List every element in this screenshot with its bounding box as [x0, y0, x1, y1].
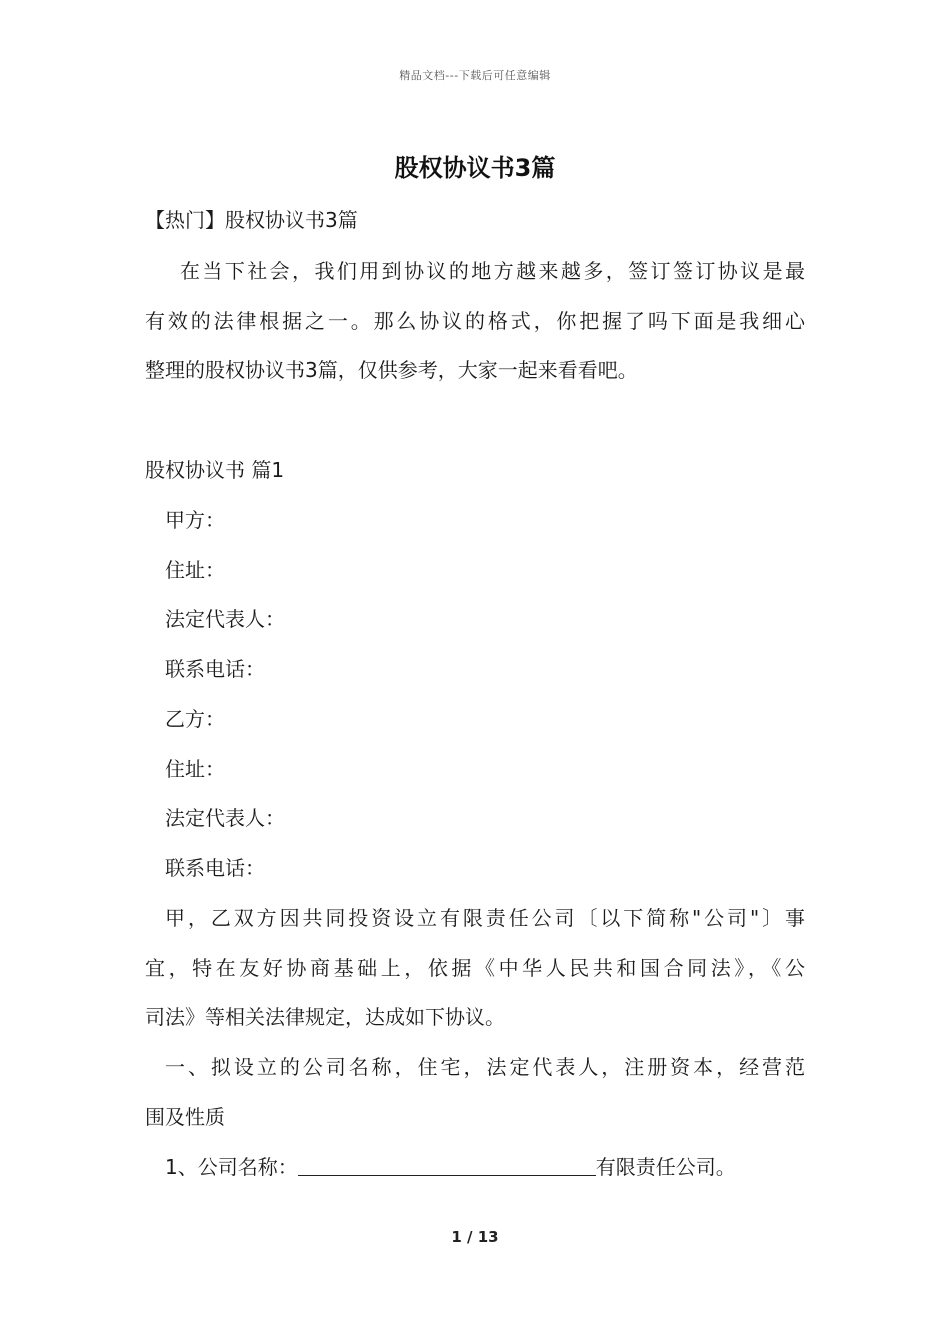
field-party-b: 乙方：	[165, 707, 225, 731]
field-address-a: 住址：	[165, 558, 225, 582]
item-company-name	[165, 1153, 736, 1181]
field-phone-a: 联系电话：	[165, 657, 265, 681]
clause-line-1: 一、拟设立的公司名称，住宅，法定代表人，注册资本，经营范	[165, 1055, 805, 1079]
intro-line-1: 在当下社会，我们用到协议的地方越来越多，签订签订协议是最	[180, 259, 805, 283]
header-note: 精品文档---下载后可任意编辑	[399, 69, 551, 82]
body-line-2: 宜，特在友好协商基础上，依据《中华人民共和国合同法》，《公	[145, 956, 805, 980]
field-legal-rep-b: 法定代表人：	[165, 806, 285, 830]
body-line-3: 司法》等相关法律规定，达成如下协议。	[145, 1005, 505, 1029]
field-address-b: 住址：	[165, 757, 225, 781]
field-phone-b: 联系电话：	[165, 856, 265, 880]
document-title: 股权协议书3篇	[394, 154, 556, 182]
item-company-name-label: 1、公司名称：	[165, 1155, 298, 1179]
field-legal-rep-a: 法定代表人：	[165, 607, 285, 631]
page-number: 1 / 13	[451, 1228, 499, 1246]
company-name-blank[interactable]	[298, 1155, 596, 1176]
document-subtitle: 【热门】股权协议书3篇	[145, 208, 358, 232]
field-party-a: 甲方：	[165, 508, 225, 532]
intro-line-2: 有效的法律根据之一。那么协议的格式，你把握了吗下面是我细心	[145, 309, 805, 333]
item-company-name-suffix: 有限责任公司。	[595, 1155, 736, 1179]
body-line-1: 甲，乙双方因共同投资设立有限责任公司〔以下简称"公司"〕事	[165, 906, 805, 930]
clause-line-2: 围及性质	[145, 1105, 225, 1129]
section-heading: 股权协议书 篇1	[145, 458, 285, 482]
intro-line-3: 整理的股权协议书3篇，仅供参考，大家一起来看看吧。	[145, 358, 638, 382]
